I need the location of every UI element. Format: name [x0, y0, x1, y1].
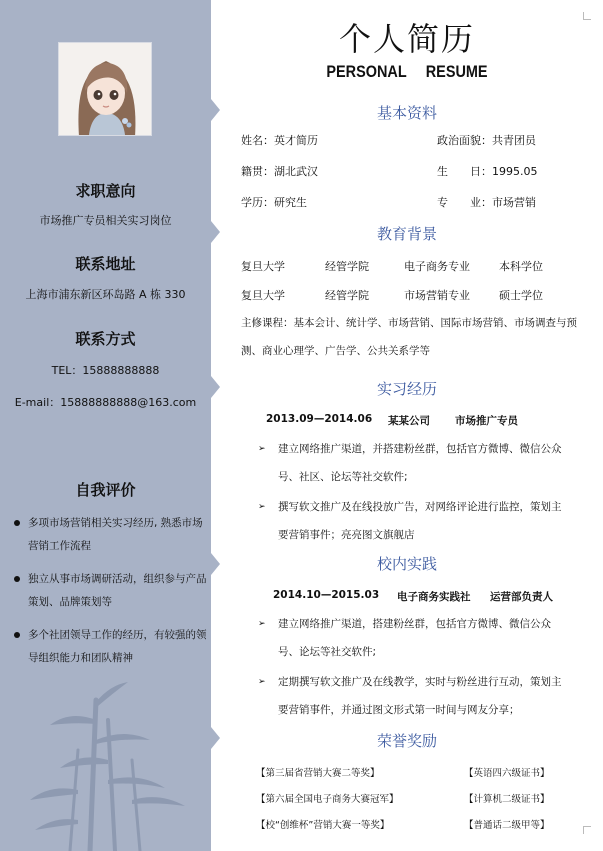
arrow-bullet-icon: ➢	[258, 502, 266, 512]
bullet-text: 定期撰写软文推广及在线教学，实时与粉丝进行互动，策划主要营销事件，并通过图文形式第一时间与网友分享；	[278, 676, 562, 716]
college: 经管学院	[325, 260, 369, 273]
arrow-bullet-icon: ➢	[258, 619, 266, 629]
origin-field: 籍贯：湖北武汉	[241, 165, 318, 178]
education-row	[241, 258, 581, 274]
arrow-bullet-icon: ➢	[258, 677, 266, 687]
award-item: 【校“创维杯”营销大赛一等奖】	[256, 820, 390, 831]
college: 经管学院	[325, 289, 369, 302]
bullet-text: 撰写软文推广及在线投放广告，对网络评论进行监控，策划主要营销事件；亮亮图文旗舰店	[278, 501, 562, 541]
bullet-text: 建立网络推广渠道，并搭建粉丝群，包括官方微博、微信公众号、社区、论坛等社交软件;	[278, 443, 562, 483]
page-subtitle: PERSONAL RESUME	[326, 62, 488, 81]
basic-row	[241, 163, 581, 179]
award-item: 【第六届全国电子商务大赛冠军】	[256, 794, 399, 805]
contact-heading: 联系方式	[75, 330, 136, 348]
school: 复旦大学	[241, 289, 285, 302]
major-field: 专 业：市场营销	[437, 196, 536, 209]
certificate-item: 【普通话二级甲等】	[464, 820, 550, 831]
school: 复旦大学	[241, 260, 285, 273]
basic-row	[241, 194, 581, 210]
address-text: 上海市浦东新区环岛路 A 栋 330	[25, 288, 186, 301]
campus-heading: 校内实践	[376, 555, 437, 573]
courses-text: 主修课程：基本会计、统计学、市场营销、国际市场营销、市场调查与预测、商业心理学、广告学、公共关系学等	[241, 317, 577, 357]
sidebar	[0, 0, 211, 851]
name-field: 姓名：英才简历	[241, 134, 318, 147]
degree: 硕士学位	[499, 289, 543, 302]
certificate-item: 【英语四六级证书】	[464, 768, 550, 779]
bamboo-decoration	[0, 680, 211, 851]
internship-period: 2013.09—2014.06	[266, 413, 373, 425]
internship-role: 市场推广专员	[455, 415, 518, 427]
campus-bullet	[258, 610, 567, 666]
campus-period: 2014.10—2015.03	[273, 589, 380, 601]
email-text: E-mail：15888888888@163.com	[14, 396, 197, 409]
degree: 本科学位	[499, 260, 543, 273]
major: 市场营销专业	[404, 289, 470, 302]
tel-text: TEL：15888888888	[51, 364, 160, 377]
campus-org: 电子商务实践社	[397, 591, 471, 603]
avatar-photo	[58, 42, 152, 136]
self-eval-item: 独立从事市场调研活动，组织参与产品策划、品牌策划等	[12, 568, 207, 614]
address-heading: 联系地址	[75, 255, 136, 273]
education-heading: 教育背景	[376, 225, 437, 243]
campus-role: 运营部负责人	[490, 591, 553, 603]
bullet-text: 建立网络推广渠道，搭建粉丝群，包括官方微博、微信公众号、论坛等社交软件;	[278, 618, 551, 658]
internship-bullet	[258, 493, 567, 549]
certificate-item: 【计算机二级证书】	[464, 794, 550, 805]
self-eval-heading: 自我评价	[75, 481, 136, 499]
campus-bullet	[258, 668, 567, 724]
major: 电子商务专业	[404, 260, 470, 273]
politics-field: 政治面貌：共青团员	[437, 134, 536, 147]
job-intent-text: 市场推广专员相关实习岗位	[39, 214, 172, 227]
awards-heading: 荣誉奖励	[376, 732, 437, 750]
birth-field: 生 日：1995.05	[437, 165, 538, 178]
job-intent-heading: 求职意向	[75, 182, 136, 200]
award-item: 【第三届省营销大赛二等奖】	[256, 768, 380, 779]
internship-company: 某某公司	[388, 415, 430, 427]
education-row	[241, 287, 581, 303]
page-title: 个人简历	[338, 20, 475, 58]
basic-row	[241, 132, 581, 148]
internship-bullet	[258, 435, 567, 491]
basic-info-heading: 基本资料	[376, 104, 437, 122]
self-eval-item: 多个社团领导工作的经历，有较强的领导组织能力和团队精神	[12, 624, 207, 670]
self-eval-item: 多项市场营销相关实习经历, 熟悉市场营销工作流程	[12, 512, 207, 558]
self-eval-list	[12, 512, 207, 680]
crop-mark	[583, 826, 591, 834]
arrow-bullet-icon: ➢	[258, 444, 266, 454]
degree-field: 学历：研究生	[241, 196, 307, 209]
internship-heading: 实习经历	[376, 380, 437, 398]
